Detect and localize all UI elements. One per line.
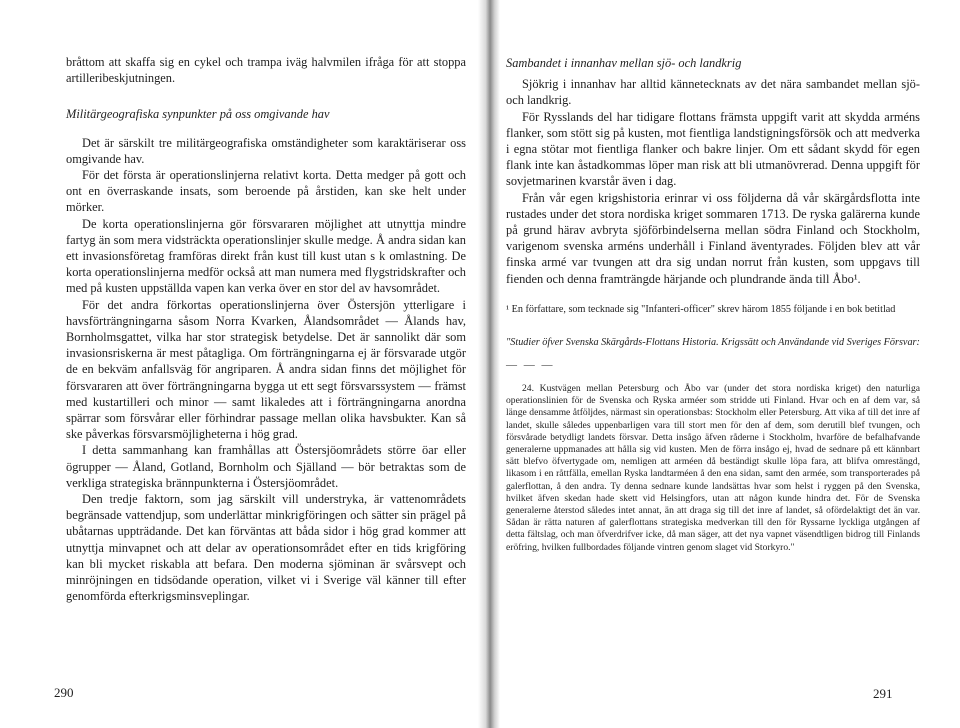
body-paragraph: Från vår egen krigshistoria erinrar vi oss följderna då vår skärgårdsflotta inte rustades under det stora nordiska kriget sommaren 1713. De ryska galärerna kunde på grund härav avbryta sjöförbindelserna mellan södra Finland och Stockholm, varigenom svenska arméns underhåll i Finland äventyrades. Följden blev att vår finska armé var tvungen att dra sig undan norrut från kusten, som uppgavs till fienden och denna framträngde härjande och plundrande ända till Åbo¹. xyxy=(506,190,920,286)
body-paragraph: För det andra förkortas operationslinjerna över Östersjön ytterligare i havsförträngningarna såsom Norra Kvarken, Ålandsområdet — Ålands hav, Bornholmsgattet, vilka har stor strategisk betydelse. Det är sannolikt där som invasionsriskerna är mest påtagliga. Om förträngningarna ej är försvarade utgör de en bekväm anfallsväg för angriparen. Å andra sidan finns det möjlighet för försvararen att över förträngningarna bygga ut ett segt försvarssystem — främst med kustartilleri och minor — samt likaledes att i förträngningarna anordna spärrar som försvårar eller förhindrar passage mellan olika havsbukter. Kan så ske påverkas försvarsmöjligheterna i hög grad. xyxy=(66,297,466,442)
quoted-passage: 24. Kustvägen mellan Petersburg och Åbo var (under det stora nordiska kriget) den naturliga operationslinien för de Svenska och Ryska arméer som stridde uti Finland. Hvar och en af dem var, så länge densamme åtföljdes, närmast sin operationsbas: Stockholm eller Petersburg. Att vika af till det inre af landet, skulle således uppenbarligen vara till stort men för den af dem, som derutill blef tvungen, och försvårade betydligt landets försvar. Detta insågo äfven råderne i Stockholm, hvarföre de befalhafvande generalerne uppmanades att hålla sig vid kusten. Men de förra insågo ej, hvad de sednare på ett kännbart sätt blefvo öfvertygade om, nemligen att arméen då beständigt skulle löpa fara, att blifva omrestängd, likasom i en råttfälla, emellan Ryska landtarméen å den ena sidan, samt den armée, som transporterades på galerflottan, å den andra. Ty denna sednare kunde landsättas hvar som helst i ryggen på den Svenska, hvilket äfven skedan hade skett vid Helsingfors, utan att någon kunde hindra det. För de Svenska generalerne återstod således intet annat, än att draga sig till det inre af landet, så ofördelaktigt det än var. Sådan är rätta naturen af galerflottans strategiska medverkan till den för Ryssarne lyckliga utgången af detta fältslag, och man öfverdrifver icke, då man säger, att det nya vapnet väsendtligen bidrog till Finlands eröfring, hvilken fullbordades följande vintren genom slaget vid Storkyro." xyxy=(506,383,920,553)
body-paragraph: För det första är operationslinjerna relativt korta. Detta medger på gott och ont en överraskande insats, som beroende på årstiden, kan ske helt under mörker. xyxy=(66,168,466,215)
body-paragraph: De korta operationslinjerna gör försvararen möjlighet att utnyttja mindre fartyg än som mera vidsträckta operationslinjer skulle medge. Å andra sidan kan ett invasionsföretag framföras direkt från kust till kust utan s k omlastning. De korta operationslinjerna medför också att man numera med flygstridskrafter och med på kusten uppställda vapen kan verka över en stor del av havsområdet. xyxy=(66,216,466,296)
source-title: "Studier öfver Svenska Skärgårds-Flottans Historia. Krigssätt och Användande vid Sveriges Försvar: xyxy=(506,336,920,348)
right-text-column xyxy=(506,55,920,554)
right-page xyxy=(500,0,960,728)
body-paragraph: I detta sammanhang kan framhållas att Östersjöområdets större öar eller ögrupper — Åland, Gotland, Bornholm och Själland — bör betraktas som de verkliga strategiska brännpunkterna i Östersjöområdet. xyxy=(66,443,466,490)
page-number: 290 xyxy=(54,685,74,700)
left-page xyxy=(0,0,478,728)
section-heading: Sambandet i innanhav mellan sjö- och landkrig xyxy=(506,56,742,70)
body-paragraph: Sjökrig i innanhav har alltid kännetecknats av det nära sambandet mellan sjö- och landkrig. xyxy=(506,77,920,108)
section-heading: Militärgeografiska synpunkter på oss omgivande hav xyxy=(66,107,330,122)
footnote: ¹ En författare, som tecknade sig "Infanteri-officer" skrev härom 1855 följande i en bok betitlad xyxy=(506,303,896,315)
body-paragraph: För Rysslands del har tidigare flottans främsta uppgift varit att skydda arméns flanker, som stött sig på kusten, mot fientliga landstigningsförsök och att medverka i egna stötar mot fientliga flanker och bakre linjer. Om ett sådant skydd för egen flank inte kan åstadkommas löper man risk att bli utmanövrerad. Denna uppgift för sovjetmarinen kvarstår även i dag. xyxy=(506,109,920,189)
opening-paragraph: bråttom att skaffa sig en cykel och trampa iväg halvmilen ifråga för att stoppa artilleribeskjutningen. xyxy=(66,55,466,86)
book-gutter xyxy=(478,0,500,728)
body-paragraph: Den tredje faktorn, som jag särskilt vill understryka, är vattenområdets begränsade vattendjup, som underlättar minkrigföringen och sätter sin prägel på ubåtarnas uppträdande. Det kan förväntas att båda sidor i hög grad kommer att utnyttja minvapnet och att delar av operationsområdet efter en tids krigföring kan bli mycket riskabla att befara. Den moderna sjöminan är svårsvept och minröjningen en tidsödande operation, vilket vi i Sverige väl känner till efter genomförda efterkrigsminsveplingar. xyxy=(66,492,466,604)
separator-dashes: — — — xyxy=(506,358,555,371)
page-number: 291 xyxy=(873,686,893,701)
body-paragraph: Det är särskilt tre militärgeografiska omständigheter som karaktäriserar oss omgivande hav. xyxy=(66,135,466,166)
left-text-column xyxy=(66,54,466,605)
